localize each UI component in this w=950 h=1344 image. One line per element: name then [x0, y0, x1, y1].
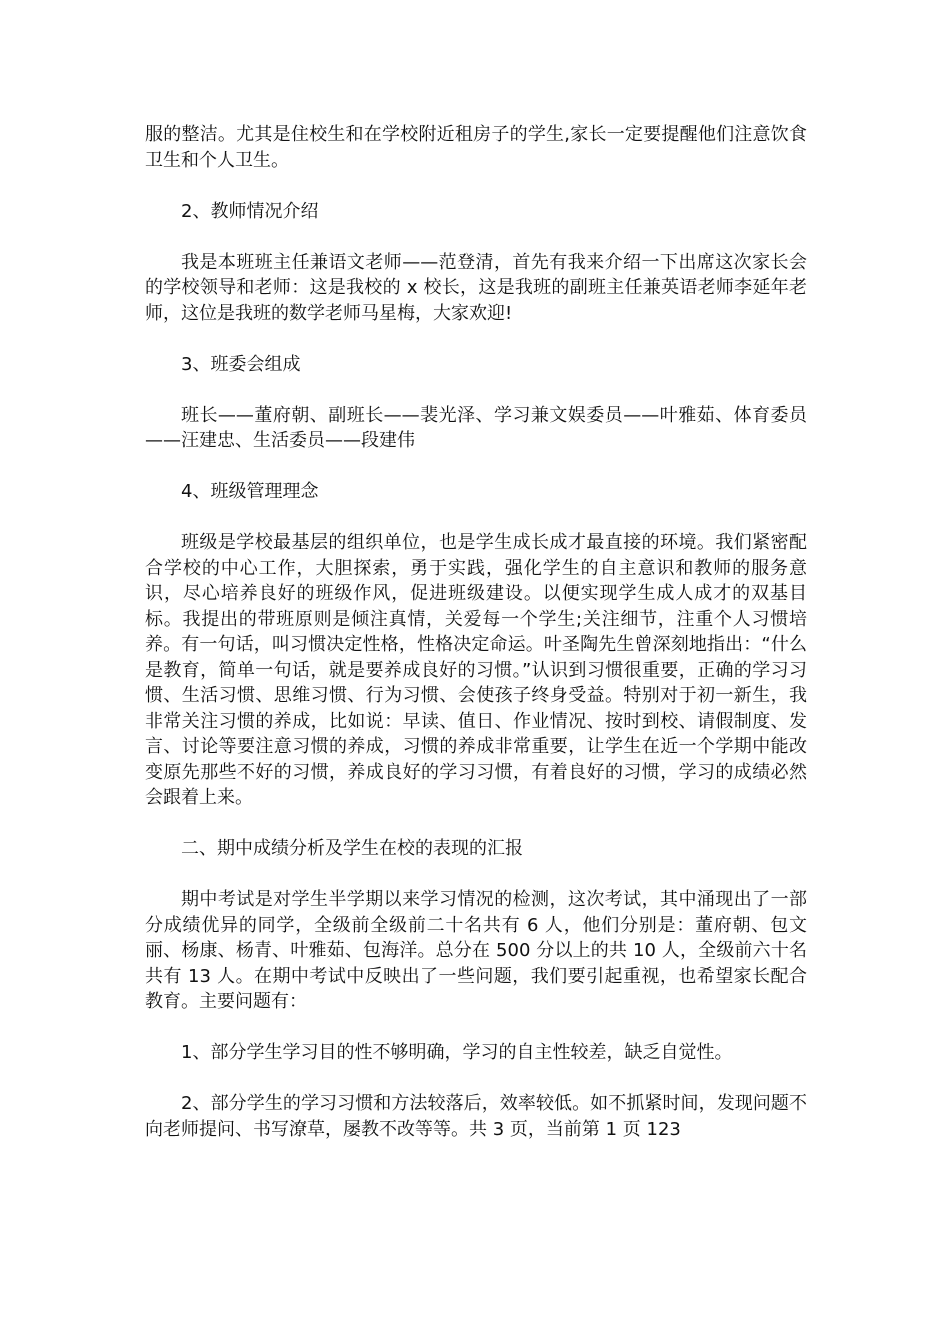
heading-midterm-analysis: 二、期中成绩分析及学生在校的表现的汇报	[181, 838, 523, 859]
heading-management-philosophy: 4、班级管理理念	[181, 481, 319, 502]
document-page	[145, 122, 807, 1142]
list-item-problem-1: 1、部分学生学习目的性不够明确，学习的自主性较差，缺乏自觉性。	[181, 1042, 733, 1063]
paragraph-class-committee: 班长——董府朝、副班长——裴光泽、学习兼文娱委员——叶雅茹、体育委员——汪建忠、生活委员——段建伟	[145, 404, 807, 451]
paragraph-management-philosophy: 班级是学校最基层的组织单位，也是学生成长成才最直接的环境。我们紧密配合学校的中心工作，大胆探索，勇于实践，强化学生的自主意识和教师的服务意识，尽心培养良好的班级作风，促进班级建设。以便实现学生成人成才的双基目标。我提出的带班原则是倾注真情，关爱每一个学生;关注细节，注重个人习惯培养。有一句话，叫习惯决定性格，性格决定命运。叶圣陶先生曾深刻地指出：“什么是教育，简单一句话，就是要养成良好的习惯。”认识到习惯很重要，正确的学习习惯、生活习惯、思维习惯、行为习惯、会使孩子终身受益。特别对于初一新生，我非常关注习惯的养成，比如说：早读、值日、作业情况、按时到校、请假制度、发言、讨论等要注意习惯的养成，习惯的养成非常重要，让学生在近一个学期中能改变原先那些不好的习惯，养成良好的学习习惯，有着良好的习惯，学习的成绩必然会跟着上来。	[145, 532, 807, 808]
list-item-problem-2: 2、部分学生的学习习惯和方法较落后，效率较低。如不抓紧时间，发现问题不向老师提问、书写潦草，屡教不改等等。共 3 页，当前第 1 页 123	[145, 1093, 807, 1140]
heading-class-committee: 3、班委会组成	[181, 353, 301, 375]
paragraph-teacher-intro: 我是本班班主任兼语文老师——范登清，首先有我来介绍一下出席这次家长会的学校领导和老师：这是我校的 x 校长，这是我班的副班主任兼英语老师李延年老师，这位是我班的数学老师马星梅，大家欢迎!	[145, 251, 807, 324]
paragraph-hygiene-note: 服的整洁。尤其是住校生和在学校附近租房子的学生,家长一定要提醒他们注意饮食卫生和个人卫生。	[145, 124, 807, 171]
paragraph-midterm-analysis: 期中考试是对学生半学期以来学习情况的检测，这次考试，其中涌现出了一部分成绩优异的同学，全级前全级前二十名共有 6 人，他们分别是：董府朝、包文丽、杨康、杨青、叶雅茹、包海洋。总分在 500 分以上的共 10 人，全级前六十名共有 13 人。在期中考试中反映出了一些问题，我们要引起重视，也希望家长配合教育。主要问题有：	[145, 889, 807, 1012]
heading-teacher-intro: 2、教师情况介绍	[181, 200, 319, 222]
